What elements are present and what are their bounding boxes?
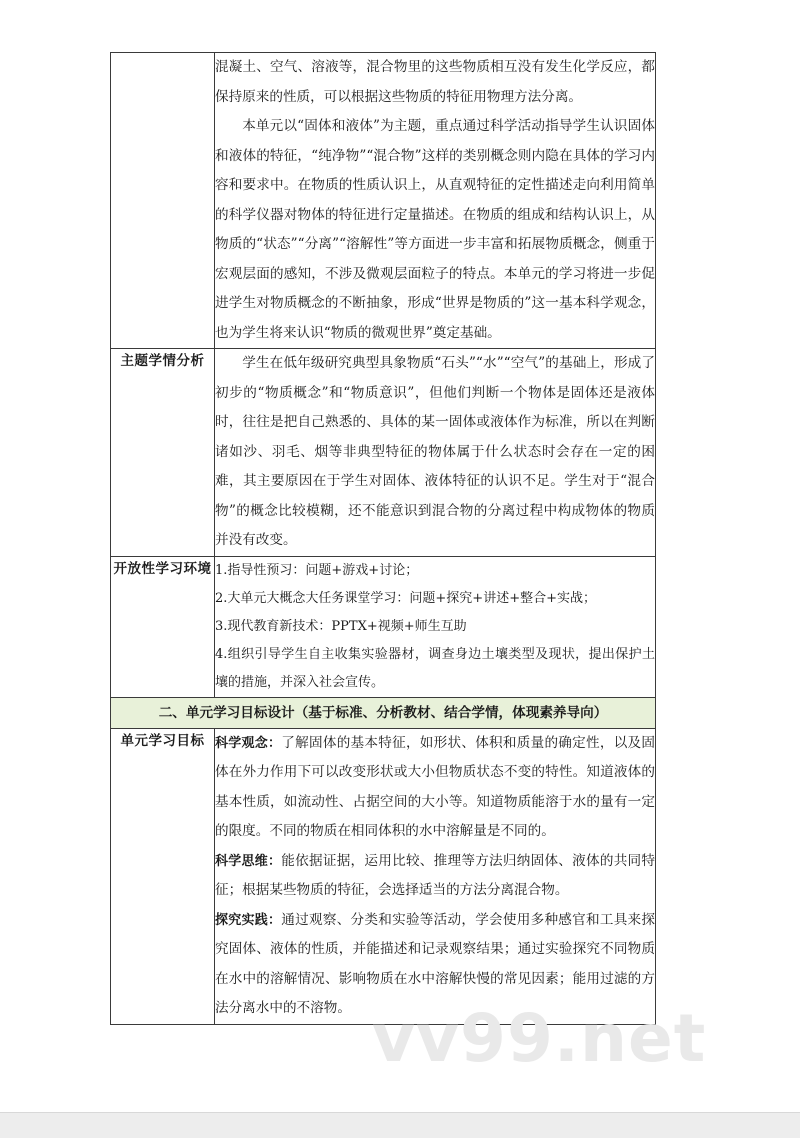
- intro-label-cell: [111, 53, 215, 349]
- page-bottom-edge: [0, 1112, 800, 1138]
- watermark: vv99.net: [372, 1000, 707, 1077]
- analysis-label: 主题学情分析: [111, 349, 215, 557]
- goals-content-cell: [215, 728, 656, 1024]
- goals-label: 单元学习目标: [111, 728, 215, 1024]
- environment-item-4: 4.组织引导学生自主收集实验器材，调查身边土壤类型及现状，提出保护土壤的措施，并深入社会宣传。: [215, 646, 655, 690]
- unit-design-table: [110, 52, 656, 1025]
- analysis-row: [111, 349, 656, 557]
- goal-concept-text: 了解固体的基本特征，如形状、体积和质量的确定性，以及固体在外力作用下可以改变形状或大小但物质状态不变的特性。知道液体的基本性质，如流动性、占据空间的大小等。知道物质能溶于水的量有一定的限度。不同的物质在相同体积的水中溶解量是不同的。: [215, 734, 655, 839]
- intro-content-cell: [215, 53, 656, 349]
- section-header-row: [111, 697, 656, 728]
- goal-practice-key: 探究实践：: [215, 912, 282, 928]
- environment-row: [111, 556, 656, 697]
- intro-row: [111, 53, 656, 349]
- section-header: 二、单元学习目标设计（基于标准、分析教材、结合学情，体现素养导向）: [111, 697, 656, 728]
- analysis-content-cell: [215, 349, 656, 557]
- environment-item-2: 2.大单元大概念大任务课堂学习：问题+探究+讲述+整合+实战；: [215, 590, 596, 606]
- environment-label: 开放性学习环境: [111, 556, 215, 697]
- goal-thinking-text: 能依据证据，运用比较、推理等方法归纳固体、液体的共同特征；根据某些物质的特征，会选择适当的方法分离混合物。: [215, 852, 655, 898]
- goal-thinking: [215, 847, 655, 906]
- environment-content-cell: [215, 556, 656, 697]
- intro-paragraph-1: 混凝土、空气、溶液等，混合物里的这些物质相互没有发生化学反应，都保持原来的性质，可以根据这些物质的特征用物理方法分离。: [215, 59, 655, 105]
- goal-thinking-key: 科学思维：: [215, 853, 282, 869]
- analysis-paragraph: 学生在低年级研究典型具象物质“石头”“水”“空气”的基础上，形成了初步的“物质概念”和“物质意识”，但他们判断一个物体是固体还是液体时，往往是把自己熟悉的、具体的某一固体或液体作为标准，所以在判断诸如沙、羽毛、烟等非典型特征的物体属于什么状态时会存在一定的困难，其主要原因在于学生对固体、液体特征的认识不足。学生对于“混合物”的概念比较模糊，还不能意识到混合物的分离过程中构成物体的物质并没有改变。: [215, 355, 655, 548]
- goal-practice-text: 通过观察、分类和实验等活动，学会使用多种感官和工具来探究固体、液体的性质，并能描述和记录观察结果；通过实验探究不同物质在水中的溶解情况、影响物质在水中溶解快慢的常见因素；能用过滤的方法分离水中的不溶物。: [215, 911, 655, 1016]
- goals-row: [111, 728, 656, 1024]
- goal-concept: [215, 729, 655, 847]
- goal-concept-key: 科学观念：: [215, 735, 282, 751]
- environment-item-3: 3.现代教育新技术：PPTX+视频+师生互助: [215, 618, 467, 634]
- intro-paragraph-2: 本单元以“固体和液体”为主题，重点通过科学活动指导学生认识固体和液体的特征，“纯净物”“混合物”这样的类别概念则内隐在具体的学习内容和要求中。在物质的性质认识上，从直观特征的定性描述走向利用简单的科学仪器对物体的特征进行定量描述。在物质的组成和结构认识上，从物质的“状态”“分离”“溶解性”等方面进一步丰富和拓展物质概念，侧重于宏观层面的感知，不涉及微观层面粒子的特点。本单元的学习将进一步促进学生对物质概念的不断抽象，形成“世界是物质的”这一基本科学观念，也为学生将来认识“物质的微观世界”奠定基础。: [215, 118, 655, 341]
- environment-item-1: 1.指导性预习：问题+游戏+讨论；: [215, 562, 419, 578]
